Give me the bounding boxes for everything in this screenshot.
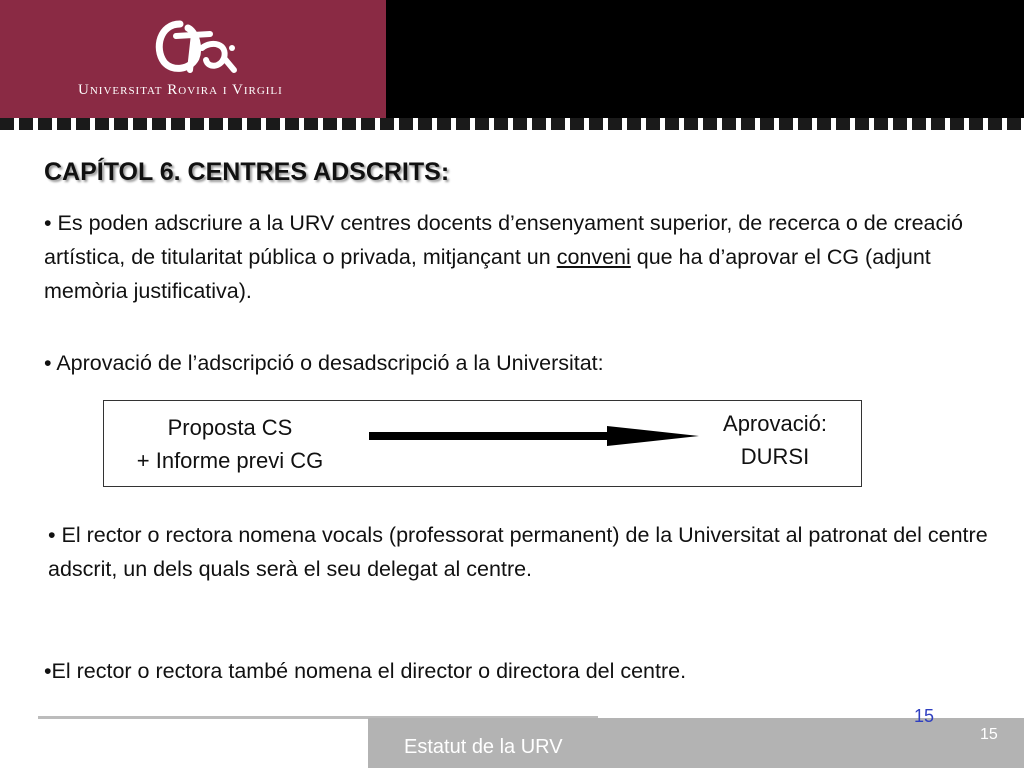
paragraph-rector-director: •El rector o rectora també nomena el director o directora del centre. [44, 659, 687, 683]
decorative-dashed-strip [0, 118, 1024, 130]
slide-title: CAPÍTOL 6. CENTRES ADSCRITS: [44, 158, 450, 186]
paragraph-rector-vocals: • El rector o rectora nomena vocals (professorat permanent) de la Universitat al patronat del centre adscrit, un dels quals serà el seu delegat al centre. [48, 523, 988, 581]
flow-proposal-line1: Proposta CS [167, 415, 293, 440]
flow-approval-line1: Aprovació: [723, 411, 827, 436]
urv-logo-icon [150, 18, 240, 76]
flow-approval-line2: DURSI [740, 444, 810, 469]
paragraph-adscription [44, 206, 1004, 308]
flow-proposal [110, 411, 350, 477]
paragraph-adscription-text-end: que ha d’aprovar el CG (adjunt memòria justificativa). [44, 245, 931, 303]
footer-title: Estatut de la URV [404, 736, 563, 758]
conveni-underlined-term: conveni [556, 245, 631, 269]
university-name: Universitat Rovira i Virgili [78, 82, 283, 98]
flow-arrow-icon [369, 421, 699, 451]
header-brand-panel [0, 0, 386, 118]
flow-approval [690, 407, 860, 473]
approval-flow-diagram [103, 400, 862, 487]
paragraph-adscription-text-start: • Es poden adscriure a la URV centres docents d’ensenyament superior, de recerca o de creació artística, de titularitat pública o privada, mitjançant un [44, 211, 963, 269]
slide-number-field: 15 [914, 706, 935, 726]
header-dark-panel [386, 0, 1024, 118]
paragraph-approval: • Aprovació de l’adscripció o desadscripció a la Universitat: [44, 351, 604, 375]
page-number: 15 [980, 726, 998, 743]
flow-proposal-line2: + Informe previ CG [136, 448, 324, 473]
